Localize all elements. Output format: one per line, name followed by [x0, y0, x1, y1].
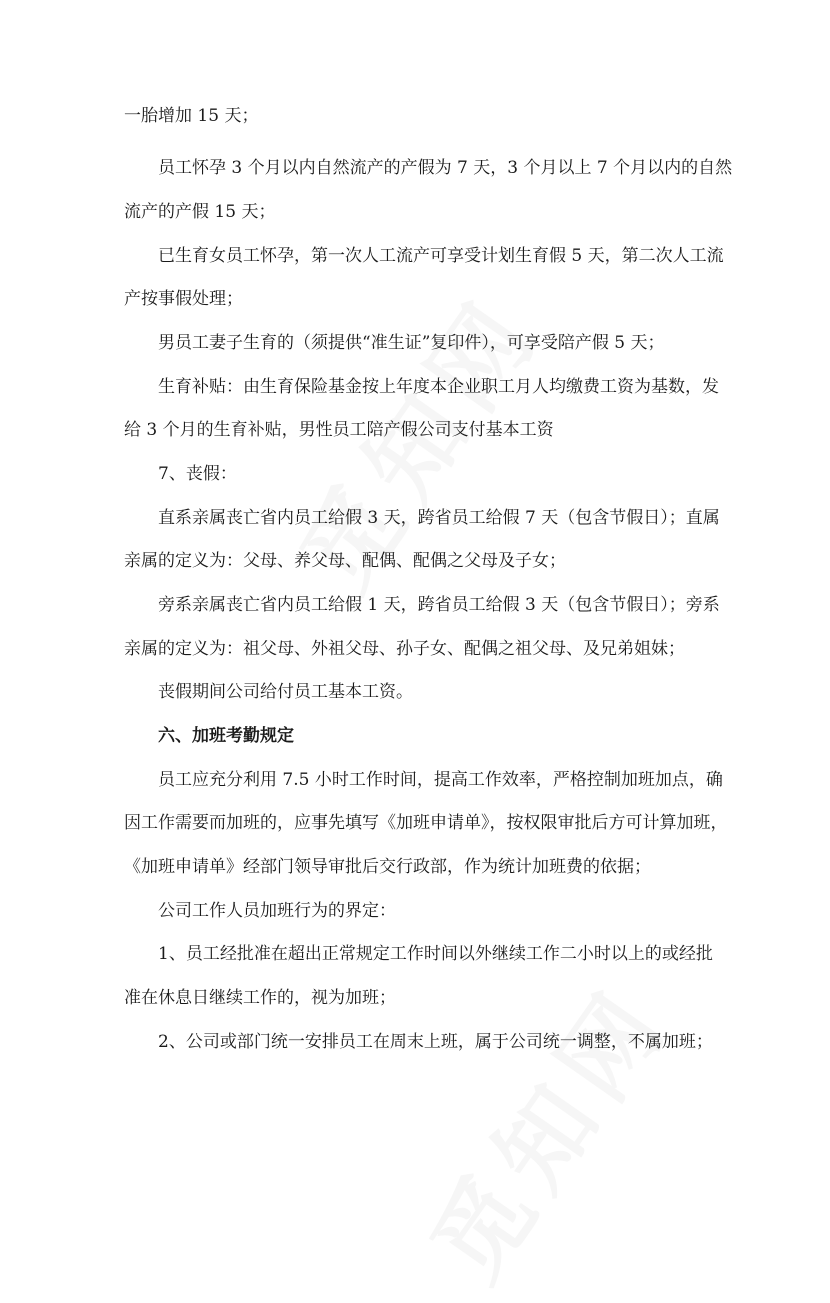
- text-line: 产按事假处理；: [124, 289, 243, 309]
- text-line: 亲属的定义为：父母、养父母、配偶、配偶之父母及子女；: [124, 551, 566, 571]
- text-line: 已生育女员工怀孕，第一次人工流产可享受计划生育假 5 天，第二次人工流: [158, 246, 724, 266]
- section-heading: 六、加班考勤规定: [158, 726, 294, 746]
- text-line: 1、员工经批准在超出正常规定工作时间以外继续工作二小时以上的或经批: [158, 944, 713, 964]
- text-line: 准在休息日继续工作的，视为加班；: [124, 988, 396, 1008]
- text-line: 员工应充分利用 7.5 小时工作时间，提高工作效率，严格控制加班加点，确: [158, 770, 723, 790]
- text-line: 生育补贴：由生育保险基金按上年度本企业职工月人均缴费工资为基数，发: [158, 377, 719, 397]
- text-line: 给 3 个月的生育补贴，男性员工陪产假公司支付基本工资: [124, 420, 554, 440]
- text-line: 男员工妻子生育的（须提供“准生证”复印件），可享受陪产假 5 天；: [158, 333, 665, 353]
- text-line: 2、公司或部门统一安排员工在周末上班，属于公司统一调整，不属加班；: [158, 1032, 713, 1052]
- watermark: [394, 954, 696, 1303]
- text-line: 一胎增加 15 天；: [124, 106, 259, 126]
- text-line: 直系亲属丧亡省内员工给假 3 天，跨省员工给假 7 天（包含节假日）；直属: [158, 508, 720, 528]
- text-line: 因工作需要而加班的，应事先填写《加班申请单》，按权限审批后方可计算加班，: [124, 813, 728, 833]
- text-line: 旁系亲属丧亡省内员工给假 1 天，跨省员工给假 3 天（包含节假日）；旁系: [158, 595, 720, 615]
- text-line: 流产的产假 15 天；: [124, 202, 276, 222]
- text-line: 亲属的定义为：祖父母、外祖父母、孙子女、配偶之祖父母、及兄弟姐妹；: [124, 639, 685, 659]
- text-line: 丧假期间公司给付员工基本工资。: [158, 682, 413, 702]
- text-line: 《加班申请单》经部门领导审批后交行政部，作为统计加班费的依据；: [124, 857, 651, 877]
- text-line: 员工怀孕 3 个月以内自然流产的产假为 7 天，3 个月以上 7 个月以内的自然: [158, 158, 733, 178]
- text-line: 公司工作人员加班行为的界定：: [158, 901, 396, 921]
- text-line: 7、丧假：: [158, 464, 237, 484]
